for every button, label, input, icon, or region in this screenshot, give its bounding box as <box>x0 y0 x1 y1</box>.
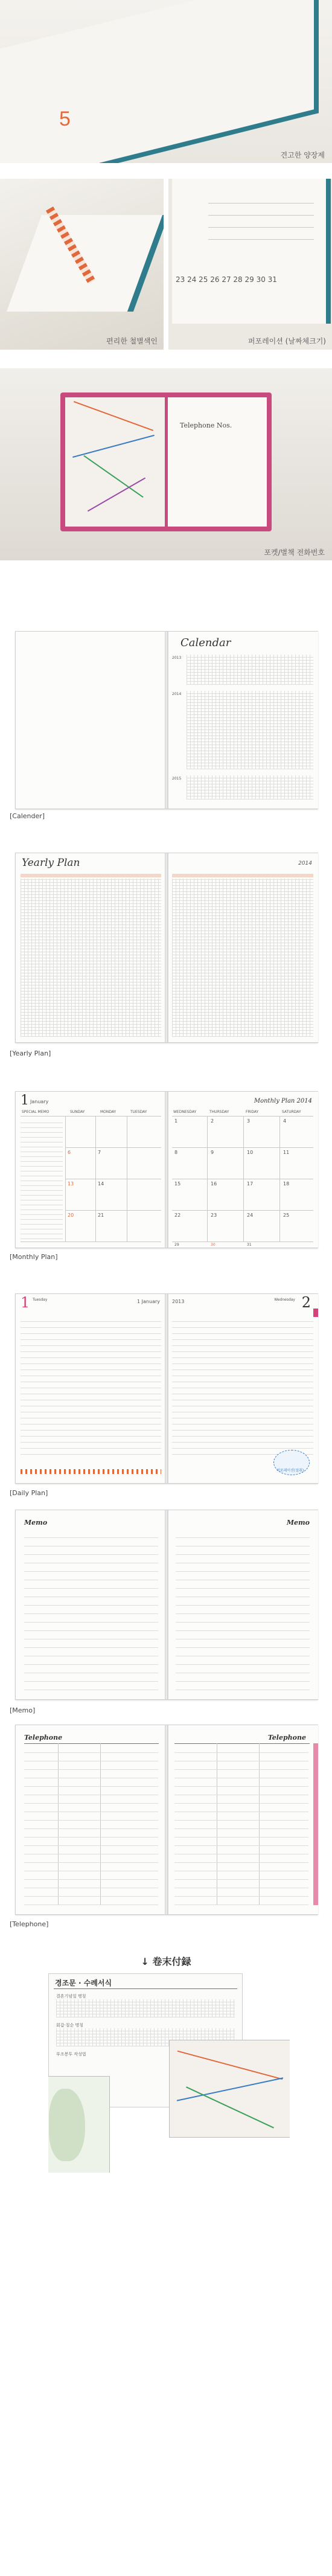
monthly-day-number: 1 <box>21 1093 29 1108</box>
calendar-title: Calendar <box>180 636 231 649</box>
date-cell: 15 <box>174 1181 181 1187</box>
daily-right-page <box>168 1294 318 1483</box>
date-cell: 4 <box>283 1118 287 1124</box>
telephone-right-page <box>168 1725 318 1914</box>
daily-right-lines <box>172 1316 313 1455</box>
telephone-title-right: Telephone <box>267 1734 306 1741</box>
photo-perforation <box>168 179 332 350</box>
date-cell: 9 <box>211 1150 214 1155</box>
telephone-title-left: Telephone <box>24 1734 63 1741</box>
perforation-badge <box>273 1450 310 1475</box>
subway-map-insert <box>169 2040 290 2138</box>
yearly-year: 2014 <box>298 860 312 867</box>
photo-hardcover <box>0 0 332 163</box>
section-label-daily: [Daily Plan] <box>10 1489 48 1497</box>
telephone-left-lines <box>24 1747 158 1905</box>
photo-caption: 편리한 철별색인 <box>106 337 158 345</box>
weekday-header: SPECIAL MEMO <box>22 1110 49 1114</box>
weekday-header: TUESDAY <box>130 1110 147 1114</box>
appendix-item: 결혼기념일 명칭 <box>56 1994 86 1999</box>
telephone-index-tab <box>313 1743 318 1905</box>
date-cell: 16 <box>211 1181 217 1187</box>
date-cell: 7 <box>98 1150 101 1155</box>
date-cell: 13 <box>68 1181 74 1187</box>
calendar-grid-2014 <box>187 691 313 769</box>
yearly-grid-right <box>172 879 313 1037</box>
date-cell: 31 <box>247 1243 252 1247</box>
memo-title-left: Memo <box>24 1519 48 1527</box>
daily-plan-spread <box>15 1293 318 1484</box>
memo-left-page <box>16 1510 165 1699</box>
weekday-header: FRIDAY <box>246 1110 259 1114</box>
daily-right-day: 2 <box>301 1294 311 1311</box>
daily-left-lines <box>21 1316 161 1455</box>
yearly-title: Yearly Plan <box>22 857 80 869</box>
date-cell: 11 <box>283 1150 290 1155</box>
photo-caption: 포켓/별책 전화번호 <box>264 548 325 557</box>
calendar-left-page <box>16 632 165 809</box>
date-cell: 3 <box>247 1118 251 1124</box>
monthly-title: Monthly Plan 2014 <box>254 1098 312 1104</box>
hardcover-shape <box>0 0 319 163</box>
section-label-memo: [Memo] <box>10 1706 36 1714</box>
booklet-page <box>168 397 267 527</box>
perforation-dates: 23 24 25 26 27 28 29 30 31 <box>176 275 277 284</box>
daily-left-date: 1 January <box>137 1299 160 1304</box>
photo-telephone-booklet <box>0 368 332 560</box>
subway-map <box>65 397 165 527</box>
daily-left-weekday: Tuesday <box>33 1298 48 1302</box>
calendar-year: 2013 <box>172 656 182 660</box>
date-cell: 29 <box>174 1243 179 1247</box>
memo-right-page <box>168 1510 318 1699</box>
appendix-header: ↓ 卷末付録 <box>141 1956 191 1967</box>
appendix-table <box>56 1999 235 2017</box>
memo-right-lines <box>176 1532 310 1690</box>
yearly-right-page <box>168 853 318 1042</box>
calendar-right-page <box>168 632 318 809</box>
memo-spread <box>15 1510 318 1700</box>
appendix-card-title: 경조문 · 수례서식 <box>55 1979 112 1987</box>
date-cell: 10 <box>247 1150 254 1155</box>
section-label-calendar: [Calender] <box>10 812 45 820</box>
memo-left-lines <box>24 1532 158 1690</box>
date-cell: 2 <box>211 1118 214 1124</box>
korea-map-insert <box>48 2076 110 2173</box>
monthly-month: January <box>30 1099 49 1104</box>
date-cell: 30 <box>211 1243 215 1247</box>
date-cell: 14 <box>98 1181 104 1187</box>
weekday-header: THURSDAY <box>209 1110 229 1114</box>
yearly-plan-spread <box>15 853 318 1043</box>
date-cell: 25 <box>283 1213 290 1218</box>
telephone-left-page <box>16 1725 165 1914</box>
yearly-left-page <box>16 853 165 1042</box>
page-corner <box>172 179 331 324</box>
monthly-memo-lines <box>21 1118 63 1239</box>
calendar-year: 2014 <box>172 692 182 696</box>
appendix-photo <box>48 1973 290 2173</box>
month-index-tab <box>313 1309 318 1317</box>
appendix-item: 회갑·칠순 명칭 <box>56 2023 84 2028</box>
telephone-right-lines <box>174 1747 308 1905</box>
date-cell: 1 <box>174 1118 178 1124</box>
daily-right-year: 2013 <box>172 1299 185 1304</box>
date-cell: 8 <box>174 1150 178 1155</box>
photo-index-tabs <box>0 179 164 350</box>
section-label-yearly: [Yearly Plan] <box>10 1049 51 1057</box>
photo-caption: 퍼포레이션 (날짜체크기) <box>247 337 326 345</box>
appendix-item: 부조봉투 작성법 <box>56 2052 86 2057</box>
daily-right-weekday: Wednesday <box>274 1298 295 1302</box>
perforation-note: 퍼포레이션(절취) <box>276 1469 304 1473</box>
monthly-left-page <box>16 1092 165 1248</box>
date-cell: 6 <box>68 1150 71 1155</box>
weekday-header: MONDAY <box>100 1110 117 1114</box>
calendar-spread <box>15 631 318 809</box>
date-cell: 17 <box>247 1181 254 1187</box>
page-number-text: 5 <box>59 107 71 130</box>
monthly-right-page <box>168 1092 318 1248</box>
date-cell: 24 <box>247 1213 254 1218</box>
calendar-year: 2015 <box>172 777 182 781</box>
photo-caption: 견고한 양장제 <box>280 151 325 159</box>
weekday-header: SUNDAY <box>70 1110 85 1114</box>
date-cell: 22 <box>174 1213 181 1218</box>
weekday-header: SATURDAY <box>282 1110 301 1114</box>
date-cell: 18 <box>283 1181 290 1187</box>
section-label-telephone: [Telephone] <box>10 1920 49 1928</box>
daily-left-page <box>16 1294 165 1483</box>
daily-left-day: 1 <box>21 1294 30 1311</box>
date-cell: 21 <box>98 1213 104 1218</box>
weekday-header: WEDNESDAY <box>173 1110 197 1114</box>
section-label-monthly: [Monthly Plan] <box>10 1253 58 1261</box>
calendar-grid-2015 <box>187 775 313 799</box>
booklet-label: Telephone Nos. <box>180 421 232 429</box>
date-cell: 20 <box>68 1213 74 1218</box>
date-cell: 23 <box>211 1213 217 1218</box>
telephone-spread <box>15 1725 318 1915</box>
memo-title-right: Memo <box>286 1519 310 1527</box>
booklet-open <box>60 392 272 531</box>
yearly-grid-left <box>21 879 161 1037</box>
monthly-plan-spread <box>15 1091 318 1248</box>
calendar-grid-2013 <box>187 655 313 685</box>
